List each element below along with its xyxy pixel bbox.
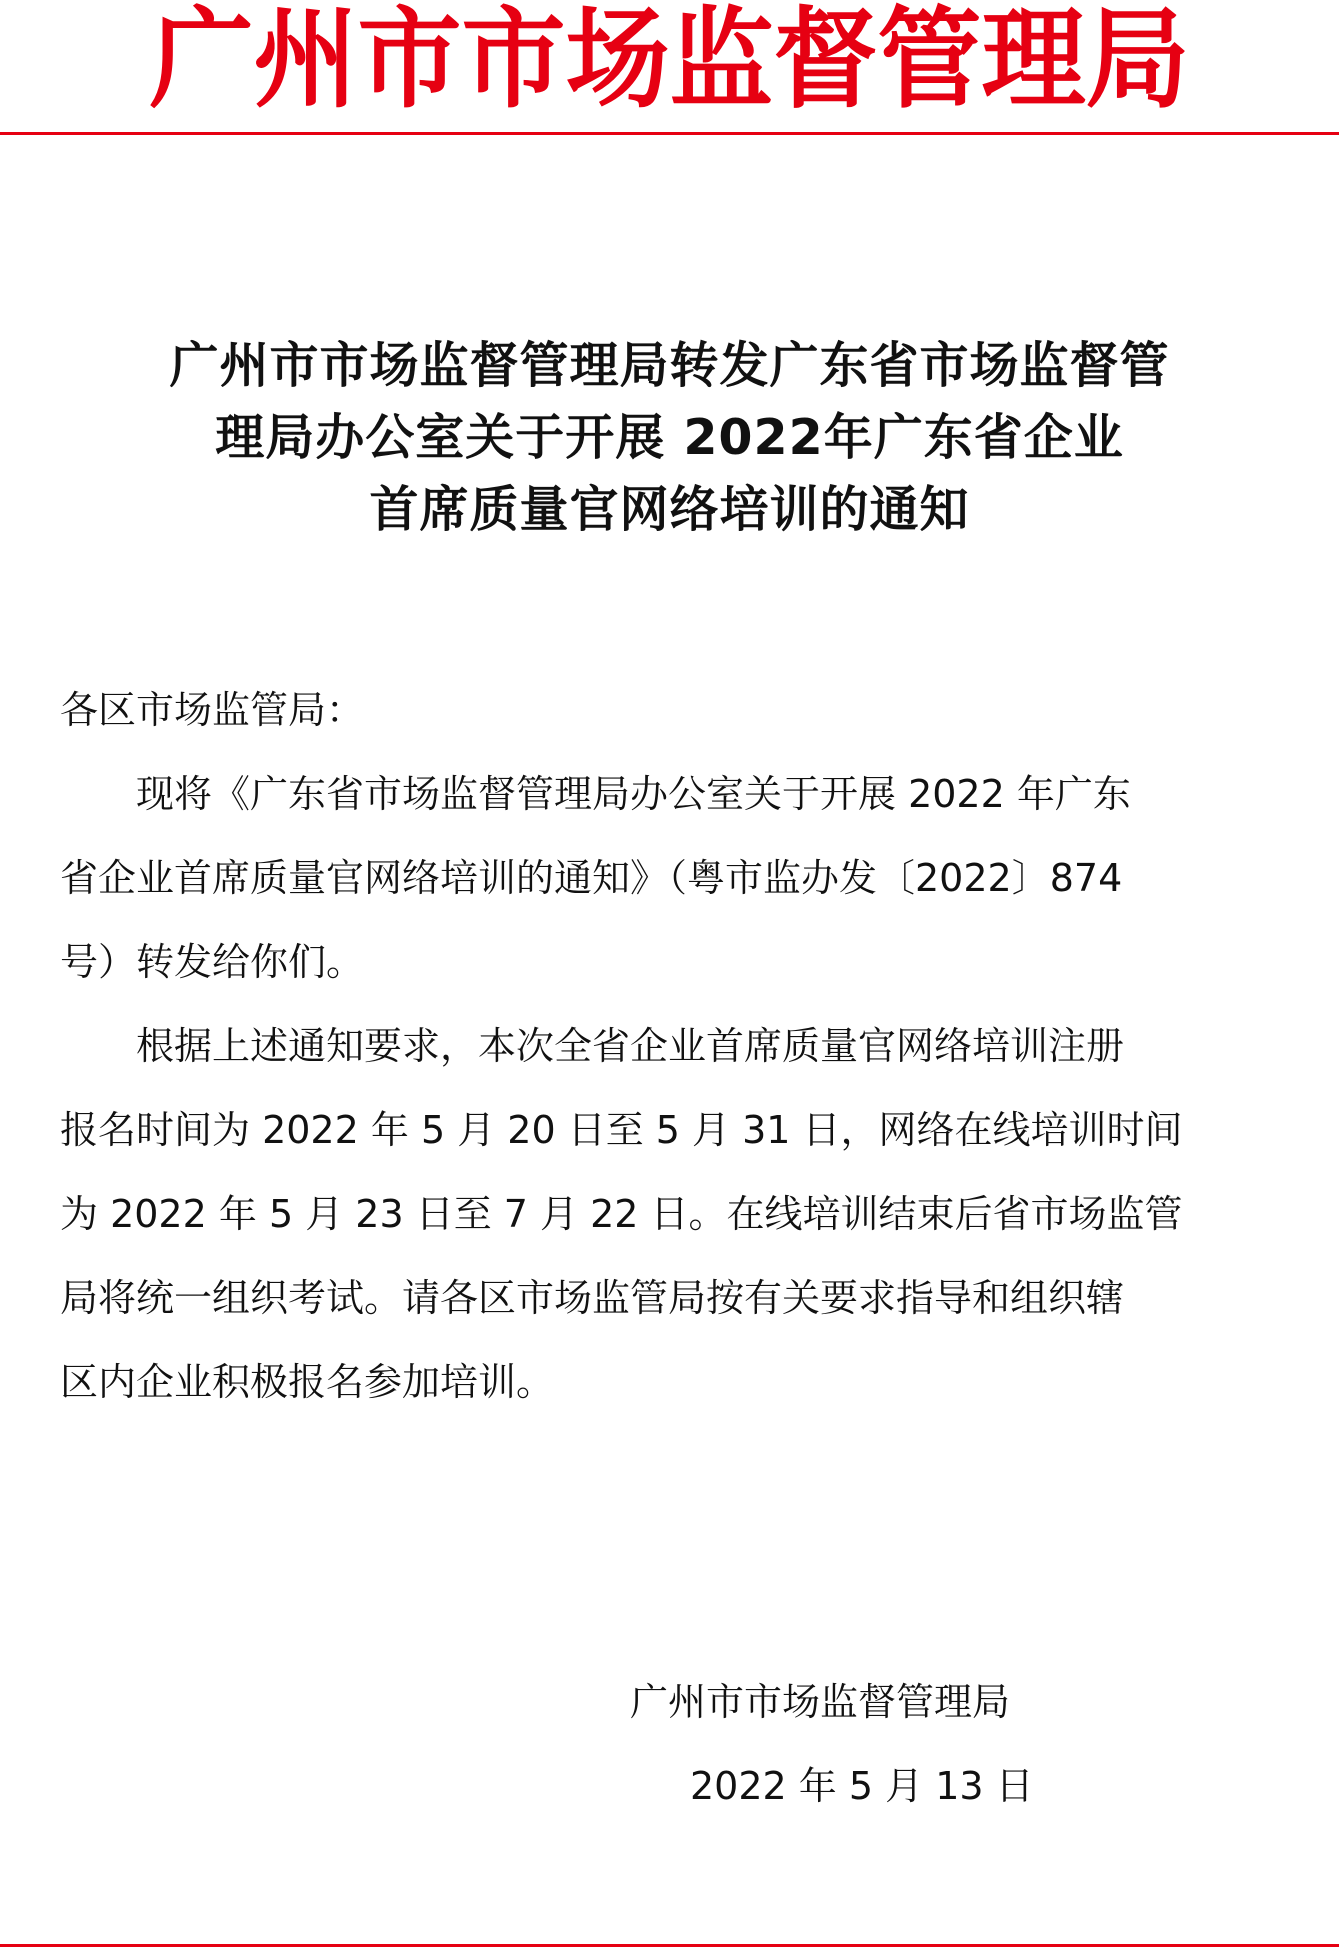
document-title-line: 首席质量官网络培训的通知 xyxy=(369,481,970,538)
signature-block xyxy=(630,1660,1110,1828)
salutation: 各区市场监管局： xyxy=(60,688,365,732)
body-paragraph xyxy=(60,752,1280,1004)
document-title xyxy=(40,330,1299,546)
paragraph-line: 区内企业积极报名参加培训。 xyxy=(60,1360,555,1404)
paragraph-line: 号）转发给你们。 xyxy=(60,940,365,984)
document-title-line: 理局办公室关于开展 2022年广东省企业 xyxy=(215,409,1124,466)
paragraph-line: 现将《广东省市场监督管理局办公室关于开展 2022 年广东 xyxy=(136,772,1131,816)
masthead-red-rule xyxy=(0,132,1339,135)
body-paragraph xyxy=(60,1004,1280,1424)
masthead xyxy=(0,0,1339,124)
document-body xyxy=(60,668,1280,1424)
paragraph-line: 根据上述通知要求，本次全省企业首席质量官网络培训注册 xyxy=(136,1024,1125,1068)
paragraph-line: 省企业首席质量官网络培训的通知》（粤市监办发〔2022〕874 xyxy=(60,856,1123,900)
paragraph-line: 局将统一组织考试。请各区市场监管局按有关要求指导和组织辖 xyxy=(60,1276,1125,1320)
paragraph-line: 为 2022 年 5 月 23 日至 7 月 22 日。在线培训结束后省市场监管 xyxy=(60,1192,1183,1236)
document-title-line: 广州市市场监督管理局转发广东省市场监督管 xyxy=(169,337,1170,394)
signature-date: 2022 年 5 月 13 日 xyxy=(690,1764,1034,1808)
footer-red-rule xyxy=(0,1944,1339,1947)
masthead-title: 广州市市场监督管理局 xyxy=(149,0,1190,124)
paragraph-line: 报名时间为 2022 年 5 月 20 日至 5 月 31 日，网络在线培训时间 xyxy=(60,1108,1183,1152)
signature-organization: 广州市市场监督管理局 xyxy=(630,1680,1011,1724)
